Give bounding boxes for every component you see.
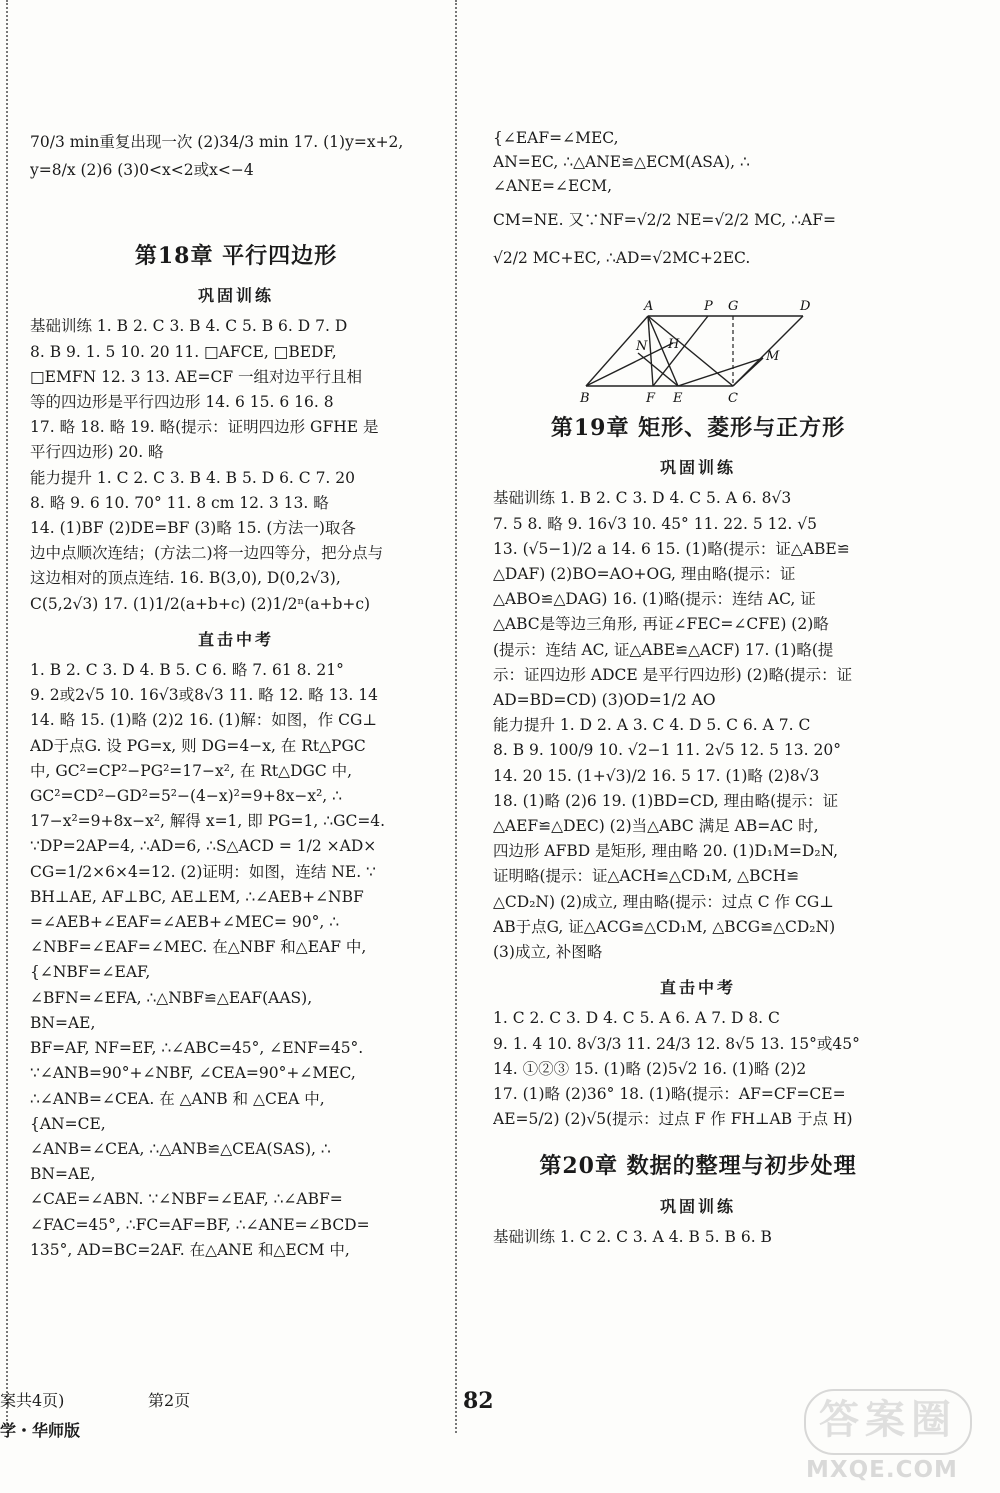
answer-line: BF=AF, NF=EF, ∴∠ABC=45°, ∠ENF=45°. <box>30 1039 364 1058</box>
right-column <box>493 408 903 1250</box>
answer-line: 1. B 2. C 3. D 4. B 5. C 6. 略 7. 61 8. 21° <box>30 661 344 680</box>
right-top-answers <box>493 126 903 270</box>
answer-line: □EMFN 12. 3 13. AE=CF 一组对边平行且相 <box>30 367 363 386</box>
answer-line: CM=NE. 又∵NF=√2/2 NE=√2/2 MC, ∴AF= <box>493 211 836 229</box>
chapter-19-title: 第19章 矩形、菱形与正方形 <box>550 415 846 441</box>
watermark-seal: 答案圈 <box>804 1389 972 1455</box>
page-number: 82 <box>463 1388 494 1414</box>
answer-line: 基础训练 1. B 2. C 3. B 4. C 5. B 6. D 7. D <box>30 317 348 336</box>
answer-line: 示：证四边形 ADCE 是平行四边形) (2)略(提示：证 <box>493 665 853 684</box>
perforation-middle <box>455 0 465 1433</box>
footer-page-label: 第2页 <box>148 1391 191 1410</box>
answer-line: ∠FAC=45°, ∴FC=AF=BF, ∴∠ANE=∠BCD= <box>30 1215 370 1234</box>
section-heading: 直击中考 <box>197 629 274 649</box>
answer-line: 8. B 9. 1. 5 10. 20 11. □AFCE, □BEDF, <box>30 342 337 361</box>
answer-line: 四边形 AFBD 是矩形, 理由略 20. (1)D₁M=D₂N, <box>493 842 839 861</box>
answer-line: 基础训练 1. C 2. C 3. A 4. B 5. B 6. B <box>493 1227 772 1246</box>
answer-line: 基础训练 1. B 2. C 3. D 4. C 5. A 6. 8√3 <box>493 489 792 508</box>
point-label: P <box>704 299 713 314</box>
answer-line: (3)成立, 补图略 <box>493 943 603 962</box>
chapter-20-title: 第20章 数据的整理与初步处理 <box>539 1153 857 1180</box>
answer-line: {AN=CE, <box>30 1114 106 1133</box>
answer-line: △CD₂N) (2)成立, 理由略(提示：过点 C 作 CG⊥ <box>493 892 834 911</box>
answer-line: CG=1/2×6×4=12. (2)证明：如图，连结 NE. ∵ <box>30 862 376 881</box>
left-column <box>30 222 442 1263</box>
answer-line: 14. ①②③ 15. (1)略 (2)5√2 16. (1)略 (2)2 <box>493 1059 807 1078</box>
answer-line: △ABC是等边三角形, 再证∠FEC=∠CFE) (2)略 <box>493 615 829 634</box>
point-label: M <box>766 349 780 364</box>
answer-line: 证明略(提示：证△ACH≌△CD₁M, △BCH≌ <box>493 867 800 886</box>
point-label: G <box>728 299 739 314</box>
answer-line: ∵∠ANB=90°+∠NBF, ∠CEA=90°+∠MEC, <box>30 1064 356 1083</box>
answer-line: (提示：连结 AC, 证△ABE≌△ACF) 17. (1)略(提 <box>493 640 834 659</box>
answer-line: BN=AE, <box>30 1013 96 1032</box>
answer-line: 1. C 2. C 3. D 4. C 5. A 6. A 7. D 8. C <box>493 1009 780 1028</box>
answer-line: 7. 5 8. 略 9. 16√3 10. 45° 11. 22. 5 12. √5 <box>493 514 817 533</box>
answer-line: AB于点G, 证△ACG≌△CD₁M, △BCG≌△CD₂N) <box>493 917 836 936</box>
answer-line: {∠NBF=∠EAF, <box>30 963 151 982</box>
geometry-diagram <box>578 298 818 408</box>
point-label: D <box>800 299 811 314</box>
answer-line: 等的四边形是平行四边形 14. 6 15. 6 16. 8 <box>30 393 334 412</box>
answer-line: △DAF) (2)BO=AO+OG, 理由略(提示：证 <box>493 565 796 584</box>
answer-line: 8. 略 9. 6 10. 70° 11. 8 cm 12. 3 13. 略 <box>30 493 329 512</box>
answer-line: ∴∠ANB=∠CEA. 在 △ANB 和 △CEA 中, <box>30 1089 325 1108</box>
answer-line: 17. 略 18. 略 19. 略(提示：证明四边形 GFHE 是 <box>30 418 379 437</box>
answer-line: 17−x²=9+8x−x², 解得 x=1, 即 PG=1, ∴GC=4. <box>30 812 386 831</box>
answer-line: ∠CAE=∠ABN. ∵∠NBF=∠EAF, ∴∠ABF= <box>30 1190 343 1209</box>
answer-line: 能力提升 1. C 2. C 3. B 4. B 5. D 6. C 7. 20 <box>30 468 356 487</box>
point-label: N <box>636 339 648 354</box>
answer-line: C(5,2√3) 17. (1)1/2(a+b+c) (2)1/2ⁿ(a+b+c) <box>30 594 371 613</box>
answer-line: 18. (1)略 (2)6 19. (1)BD=CD, 理由略(提示：证 <box>493 791 839 810</box>
point-label: H <box>668 337 680 352</box>
answer-line: 14. 20 15. (1+√3)/2 16. 5 17. (1)略 (2)8√3 <box>493 766 820 785</box>
answer-line: △AEF≌△DEC) (2)当△ABC 满足 AB=AC 时, <box>493 817 819 836</box>
answer-line: 13. (√5−1)/2 a 14. 6 15. (1)略(提示：证△ABE≌ <box>493 539 850 558</box>
answer-line: 17. (1)略 (2)36° 18. (1)略(提示：AF=CF=CE= <box>493 1085 846 1104</box>
answer-line: △ABO≌△DAG) 16. (1)略(提示：连结 AC, 证 <box>493 590 816 609</box>
answer-line: 70/3 min重复出现一次 (2)34/3 min 17. (1)y=x+2, <box>30 133 404 151</box>
answer-line: BN=AE, <box>30 1165 96 1184</box>
answer-line: AN=EC, ∴△ANE≌△ECM(ASA), ∴ <box>493 153 750 171</box>
point-label: F <box>646 391 656 406</box>
point-label: C <box>728 391 738 406</box>
section-heading: 巩固训练 <box>659 458 736 478</box>
answer-line: √2/2 MC+EC, ∴AD=√2MC+2EC. <box>493 249 751 267</box>
point-label: B <box>580 391 590 406</box>
watermark-url: MXQE.COM <box>806 1457 958 1483</box>
answer-line: GC²=CD²−GD²=5²−(4−x)²=9+8x−x², ∴ <box>30 787 342 806</box>
chapter-18-title: 第18章 平行四边形 <box>134 243 338 269</box>
answer-line: y=8/x (2)6 (3)0<x<2或x<−4 <box>30 161 254 179</box>
answer-line: 8. B 9. 100/9 10. √2−1 11. 2√5 12. 5 13. 20° <box>493 741 841 760</box>
answer-line: ∠BFN=∠EFA, ∴△NBF≌△EAF(AAS), <box>30 988 313 1007</box>
answer-line: 9. 1. 4 10. 8√3/3 11. 24/3 12. 8√5 13. 15°或45° <box>493 1034 860 1053</box>
answer-line: ∠ANB=∠CEA, ∴△ANB≌△CEA(SAS), ∴ <box>30 1139 331 1158</box>
point-label: E <box>673 391 683 406</box>
perforation-left <box>6 0 16 1433</box>
answer-line: 中, GC²=CP²−PG²=17−x², 在 Rt△DGC 中, <box>30 761 353 780</box>
answer-line: ∠ANE=∠ECM, <box>493 177 613 195</box>
answer-line: BH⊥AE, AF⊥BC, AE⊥EM, ∴∠AEB+∠NBF <box>30 887 364 906</box>
answer-line: ∵DP=2AP=4, ∴AD=6, ∴S△ACD = 1/2 ×AD× <box>30 837 377 856</box>
section-heading: 巩固训练 <box>659 1196 736 1216</box>
answer-line: ∠NBF=∠EAF=∠MEC. 在△NBF 和△EAF 中, <box>30 938 367 957</box>
answer-line: AE=5/2) (2)√5(提示：过点 F 作 FH⊥AB 于点 H) <box>493 1110 853 1129</box>
footer-left-edition: 学・华师版 <box>0 1421 81 1440</box>
answer-line: 135°, AD=BC=2AF. 在△ANE 和△ECM 中, <box>30 1240 350 1259</box>
watermark <box>798 1389 978 1485</box>
answer-line: 14. 略 15. (1)略 (2)2 16. (1)解：如图，作 CG⊥ <box>30 711 377 730</box>
answer-line: 这边相对的顶点连结. 16. B(3,0), D(0,2√3), <box>30 569 341 588</box>
answer-line: {∠EAF=∠MEC, <box>493 129 619 147</box>
answer-line: AD=BD=CD) (3)OD=1/2 AO <box>493 691 716 710</box>
answer-line: 14. (1)BF (2)DE=BF (3)略 15. (方法一)取各 <box>30 519 356 538</box>
answer-line: AD于点G. 设 PG=x, 则 DG=4−x, 在 Rt△PGC <box>30 736 366 755</box>
point-label: A <box>644 299 654 314</box>
answer-line: =∠AEB+∠EAF=∠AEB+∠MEC= 90°, ∴ <box>30 913 340 932</box>
section-heading: 直击中考 <box>659 978 736 998</box>
left-top-answers <box>30 128 442 184</box>
answer-line: 平行四边形) 20. 略 <box>30 443 164 462</box>
section-heading: 巩固训练 <box>197 286 274 306</box>
answer-line: 边中点顺次连结；(方法二)将一边四等分，把分点与 <box>30 544 384 563</box>
answer-line: 9. 2或2√5 10. 16√3或8√3 11. 略 12. 略 13. 14 <box>30 686 378 705</box>
footer-left: 案共4页) <box>0 1391 65 1410</box>
answer-line: 能力提升 1. D 2. A 3. C 4. D 5. C 6. A 7. C <box>493 716 811 735</box>
